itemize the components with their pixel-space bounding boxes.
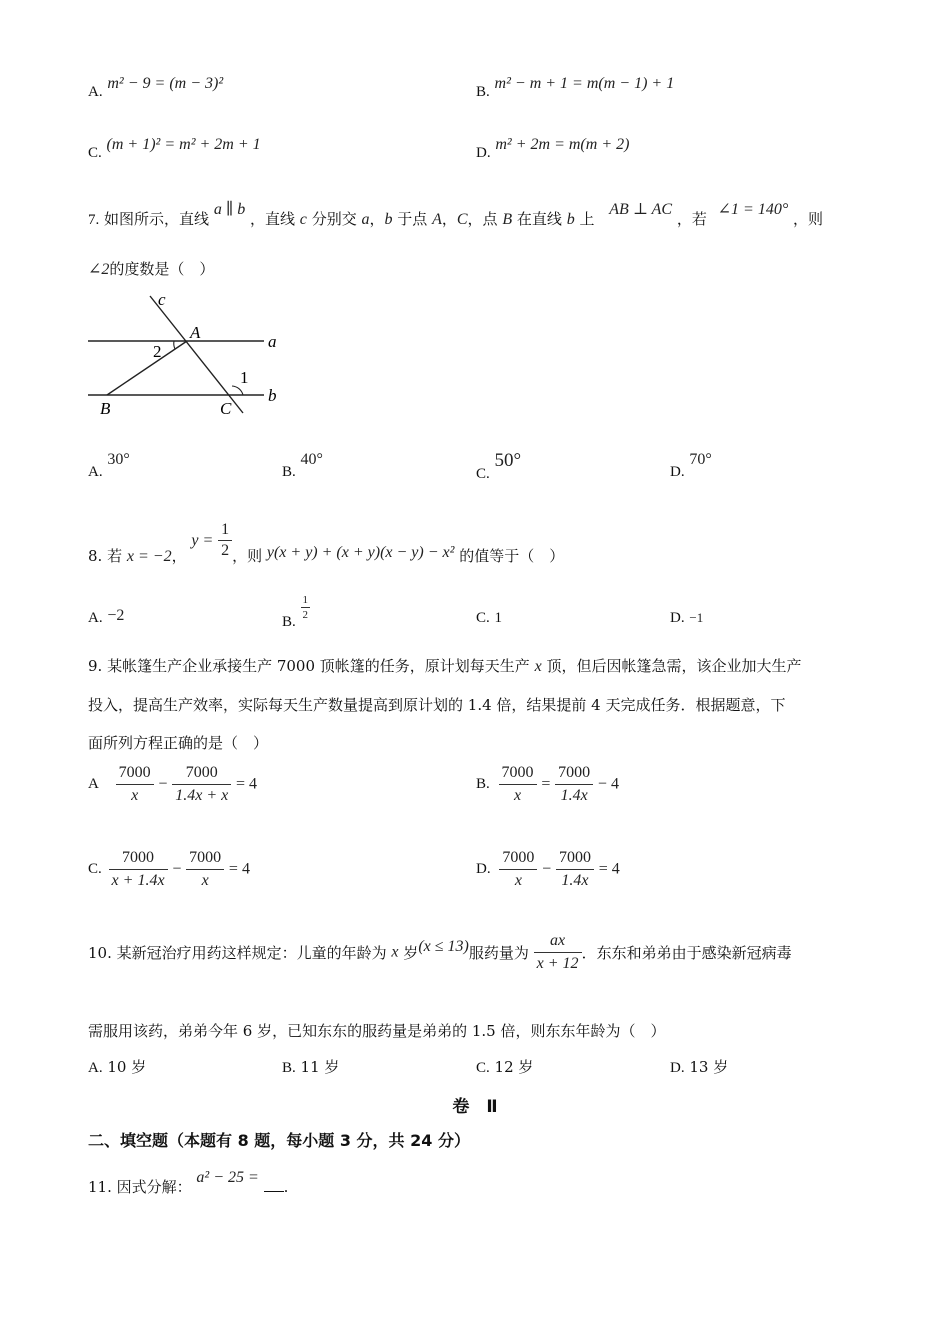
q9-option-d — [476, 849, 620, 890]
math-x-value: x = −2 — [126, 547, 172, 565]
option-value: −1 — [689, 610, 704, 625]
numerator: 1 — [302, 594, 309, 606]
right-hand-side: = 4 — [236, 775, 258, 793]
math-y-lhs: y = — [191, 531, 214, 549]
q8-option-b — [282, 594, 310, 630]
text: 顶，但后因帐篷急需，该企业加大生产 — [546, 657, 802, 675]
text: ，点 — [467, 210, 498, 228]
fraction-dose — [534, 932, 582, 973]
option-value: 13 岁 — [689, 1058, 729, 1076]
option-expression: m² − 9 = (m − 3)² — [107, 75, 224, 92]
text: 的度数是（ ） — [109, 260, 215, 278]
q11-stem — [88, 1169, 289, 1197]
option-label: A. — [88, 610, 103, 626]
numerator: 7000 — [499, 849, 537, 870]
var-b: b — [566, 211, 575, 228]
text: ，若 — [676, 210, 707, 228]
option-value: 50° — [494, 450, 522, 471]
q7-stem-line1 — [88, 201, 824, 229]
option-expression: m² + 2m = m(m + 2) — [495, 136, 630, 153]
denominator: x — [201, 872, 209, 889]
q7-stem-line2 — [88, 258, 214, 279]
q10-stem-line2 — [88, 1020, 665, 1041]
option-value: −2 — [107, 607, 125, 624]
text: ， — [171, 546, 187, 565]
text: 上 — [579, 210, 595, 228]
option-label: A. — [88, 84, 103, 100]
var-C: C — [456, 211, 468, 228]
math-expression: a² − 25 = — [196, 1169, 259, 1186]
angle2-arc — [174, 341, 175, 349]
q8-option-c — [476, 608, 502, 627]
text: 11. 因式分解： — [88, 1178, 192, 1196]
q8-stem — [88, 514, 565, 565]
option-label: D. — [670, 610, 685, 626]
option-value: 1 — [494, 610, 503, 626]
fraction — [186, 849, 224, 890]
text: 面所列方程正确的是（ ） — [88, 734, 269, 752]
option-label: C. — [88, 145, 102, 161]
numerator: 7000 — [555, 764, 593, 785]
var-B: B — [502, 211, 513, 228]
option-value: 12 岁 — [494, 1058, 534, 1076]
q9-option-b — [476, 764, 619, 805]
fraction-one-half — [301, 594, 311, 621]
var-c: c — [299, 211, 307, 228]
var-a: a — [361, 211, 370, 228]
denominator: 2 — [302, 609, 309, 621]
q9-stem-line2 — [88, 694, 785, 715]
q10-option-b — [282, 1056, 339, 1077]
q9-stem-line3 — [88, 732, 268, 753]
label-C: C — [220, 399, 232, 418]
question-number: 8. 若 — [88, 546, 123, 565]
math-expression: y(x + y) + (x + y)(x − y) − x² — [266, 543, 455, 561]
label-c: c — [158, 290, 166, 309]
text: 投入，提高生产效率，实际每天生产数量提高到原计划的 1.4 倍，结果提前 4 天完成任务．根据题意，下 — [88, 696, 786, 714]
fraction-one-half — [218, 522, 232, 559]
text: 需服用该药，弟弟今年 6 岁，已知东东的服药量是弟弟的 1.5 倍，则东东年龄为（ ） — [88, 1022, 666, 1040]
right-hand-side: = 4 — [598, 860, 620, 878]
question-number: 7. — [88, 212, 100, 228]
option-label: A — [88, 776, 99, 792]
q6-option-c — [88, 136, 261, 162]
fraction — [499, 764, 537, 805]
text: 10. 某新冠治疗用药这样规定：儿童的年龄为 — [88, 944, 387, 962]
q7-option-b — [282, 451, 323, 481]
q7-option-d — [670, 451, 712, 481]
right-hand-side: = 4 — [228, 860, 250, 878]
denominator: x — [514, 872, 522, 889]
text: 的值等于（ ） — [459, 546, 565, 565]
label-b: b — [268, 386, 277, 405]
option-label: C. — [476, 610, 490, 626]
option-value: 11 岁 — [300, 1058, 340, 1076]
denominator: x — [513, 787, 522, 804]
option-label: B. — [282, 613, 296, 630]
denominator: 1.4x — [560, 787, 588, 804]
numerator: 7000 — [172, 764, 231, 785]
label-2: 2 — [153, 342, 162, 361]
option-label: C. — [476, 466, 490, 482]
fraction — [116, 764, 154, 805]
q9-option-c — [88, 849, 250, 890]
numerator: 7000 — [499, 764, 537, 785]
option-label: A. — [88, 1060, 103, 1076]
denominator: 1.4x + x — [175, 787, 229, 804]
text: ，则 — [793, 210, 824, 228]
text: ，则 — [232, 546, 263, 565]
option-label: B. — [282, 1060, 296, 1076]
numerator: 7000 — [109, 849, 168, 870]
option-value: 10 岁 — [107, 1058, 147, 1076]
math-age-limit: (x ≤ 13) — [418, 937, 469, 955]
q7-geometry-figure — [80, 288, 300, 420]
text: 9. 某帐篷生产企业承接生产 7000 顶帐篷的任务，原计划每天生产 — [88, 657, 530, 675]
volume-title: 卷 Ⅱ — [452, 1097, 498, 1117]
answer-blank[interactable] — [264, 1177, 284, 1192]
label-a: a — [268, 332, 277, 351]
math-parallel: a ∥ b — [213, 201, 246, 218]
q6-option-b — [476, 75, 675, 101]
fraction — [109, 849, 168, 890]
var-A: A — [432, 211, 442, 228]
text: 服药量为 — [468, 944, 529, 962]
q10-option-c — [476, 1056, 533, 1077]
text: 于点 — [397, 210, 428, 228]
option-label: B. — [476, 776, 490, 792]
var-b: b — [384, 211, 393, 228]
option-label: D. — [670, 1060, 685, 1076]
numerator: 1 — [221, 521, 230, 538]
right-hand-side: − 4 — [597, 775, 619, 793]
var-x: x — [534, 658, 542, 675]
numerator: 7000 — [556, 849, 594, 870]
denominator: x — [131, 787, 139, 804]
text: ．东东和弟弟由于感染新冠病毒 — [581, 944, 792, 962]
fraction — [499, 849, 537, 890]
section-heading: 二、填空题（本题有 8 题，每小题 3 分，共 24 分） — [88, 1131, 470, 1150]
angle1-arc — [232, 386, 243, 395]
text: ， — [369, 210, 385, 228]
q9-stem-line1 — [88, 655, 801, 676]
option-label: D. — [670, 464, 685, 480]
text: 岁 — [403, 944, 419, 962]
label-B: B — [100, 399, 111, 418]
q8-option-a — [88, 608, 124, 627]
math-angle2: ∠2 — [88, 261, 110, 278]
option-expression: m² − m + 1 = m(m − 1) + 1 — [494, 75, 675, 92]
option-value: 40° — [300, 451, 323, 468]
option-label: D. — [476, 145, 491, 161]
option-value: 70° — [689, 451, 712, 468]
option-label: C. — [476, 1060, 490, 1076]
q10-option-a — [88, 1056, 146, 1077]
q6-option-d — [476, 136, 630, 162]
option-label: B. — [282, 464, 296, 480]
option-expression: (m + 1)² = m² + 2m + 1 — [106, 136, 261, 153]
fraction — [556, 849, 594, 890]
denominator: x + 12 — [536, 955, 579, 972]
text: 分别交 — [311, 210, 357, 228]
option-label: D. — [476, 861, 491, 877]
q10-stem-line1 — [88, 932, 792, 973]
numerator: ax — [534, 932, 582, 953]
math-perpendicular: AB ⊥ AC — [609, 201, 673, 218]
text: 如图所示，直线 — [104, 210, 210, 228]
fraction — [172, 764, 231, 805]
operator: − — [158, 775, 168, 793]
segment-AB — [107, 341, 187, 395]
text: . — [283, 1178, 289, 1196]
q7-option-a — [88, 451, 130, 481]
option-label: A. — [88, 464, 103, 480]
label-1: 1 — [240, 368, 249, 387]
q6-option-a — [88, 75, 224, 101]
operator: − — [172, 860, 182, 878]
operator: = — [541, 775, 551, 793]
option-label: B. — [476, 84, 490, 100]
fraction — [555, 764, 593, 805]
q9-option-a — [88, 764, 257, 805]
q10-option-d — [670, 1056, 728, 1077]
text: ，直线 — [250, 210, 296, 228]
denominator: 2 — [218, 540, 232, 559]
option-label: C. — [88, 861, 102, 877]
label-A: A — [190, 323, 201, 342]
denominator: x + 1.4x — [111, 872, 165, 889]
numerator: 7000 — [186, 849, 224, 870]
denominator: 1.4x — [561, 872, 589, 889]
numerator: 7000 — [116, 764, 154, 785]
q7-option-c — [476, 450, 522, 484]
text: ， — [441, 210, 457, 228]
math-angle1: ∠1 = 140° — [717, 201, 789, 218]
text: 在直线 — [516, 210, 562, 228]
option-value: 30° — [107, 451, 130, 468]
q8-option-d — [670, 608, 703, 627]
operator: − — [542, 860, 552, 878]
var-x: x — [391, 943, 399, 961]
